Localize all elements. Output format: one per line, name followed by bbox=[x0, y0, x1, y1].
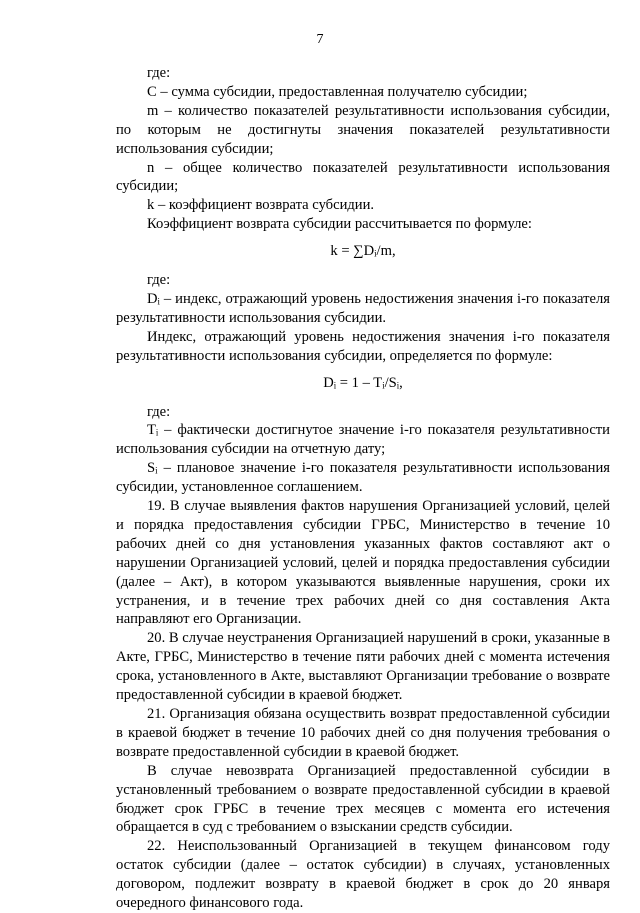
paragraph-def-k: k – коэффициент возврата субсидии. bbox=[147, 197, 375, 214]
paragraph-def-n: n – общее количество показателей результативности использования субсидии; bbox=[116, 159, 610, 195]
paragraph-di-formula-intro: Индекс, отражающий уровень недостижения значения i-го показателя результативности использования субсидии, определяется по формуле: bbox=[116, 328, 610, 364]
paragraph-def-c: С – сумма субсидии, предоставленная получателю субсидии; bbox=[147, 83, 528, 100]
paragraph-def-si: Sᵢ – плановое значение i-го показателя результативности использования субсидии, установленное соглашением. bbox=[116, 460, 610, 496]
paragraph-def-ti: Tᵢ – фактически достигнутое значение i-го показателя результативности использования субсидии на отчетную дату; bbox=[116, 422, 610, 458]
paragraph-where-3: где: bbox=[147, 403, 171, 420]
paragraph-where-2: где: bbox=[147, 272, 171, 289]
paragraph-def-di: Dᵢ – индекс, отражающий уровень недостижения значения i-го показателя результативности использования субсидии. bbox=[116, 290, 610, 326]
paragraph-19: 19. В случае выявления фактов нарушения Организацией условий, целей и порядка предоставления субсидии ГРБС, Министерство в течение 10 рабочих дней со дня установления указанных фактов составляют акт о нарушении Организацией условий, целей и порядка предоставления субсидии (далее – Акт), в котором указываются выявленные нарушения, сроки их устранения, и в течение трех рабочих дней со дня составления Акта направляют его Организации. bbox=[116, 498, 610, 628]
paragraph-22: 22. Неиспользованный Организацией в текущем финансовом году остаток субсидии (далее – остаток субсидии) в случаях, установленных договором, подлежит возврату в краевой бюджет в срок до 20 января очередного финансового года. bbox=[116, 838, 610, 912]
document-body bbox=[116, 64, 610, 913]
paragraph-def-m: m – количество показателей результативности использования субсидии, по которым не достигнуты значения показателей результативности использования субсидии; bbox=[116, 102, 610, 157]
formula-k: k = ∑Dᵢ/m, bbox=[330, 243, 396, 260]
paragraph-where-1: где: bbox=[147, 65, 171, 81]
paragraph-21: 21. Организация обязана осуществить возврат предоставленной субсидии в краевой бюджет в течение 10 рабочих дней со дня получения требования о возврате предоставленной субсидии в краевой бюджет. bbox=[116, 706, 610, 760]
paragraph-k-formula-intro: Коэффициент возврата субсидии рассчитывается по формуле: bbox=[147, 216, 532, 233]
paragraph-21-continued: В случае невозврата Организацией предоставленной субсидии в установленный требованием о возврате предоставленной субсидии в краевой бюджет срок ГРБС в течение трех месяцев с момента его истечения обращается в суд с требованием о взыскании средств субсидии. bbox=[116, 762, 610, 836]
page-number: 7 bbox=[316, 32, 324, 47]
formula-di: Dᵢ = 1 – Tᵢ/Sᵢ, bbox=[323, 374, 403, 391]
paragraph-20: 20. В случае неустранения Организацией нарушений в сроки, указанные в Акте, ГРБС, Министерство в течение пяти рабочих дней с момента истечения срока, установленного в Акте, выставляют Организации требование о возврате предоставленной субсидии в краевой бюджет. bbox=[116, 630, 610, 704]
